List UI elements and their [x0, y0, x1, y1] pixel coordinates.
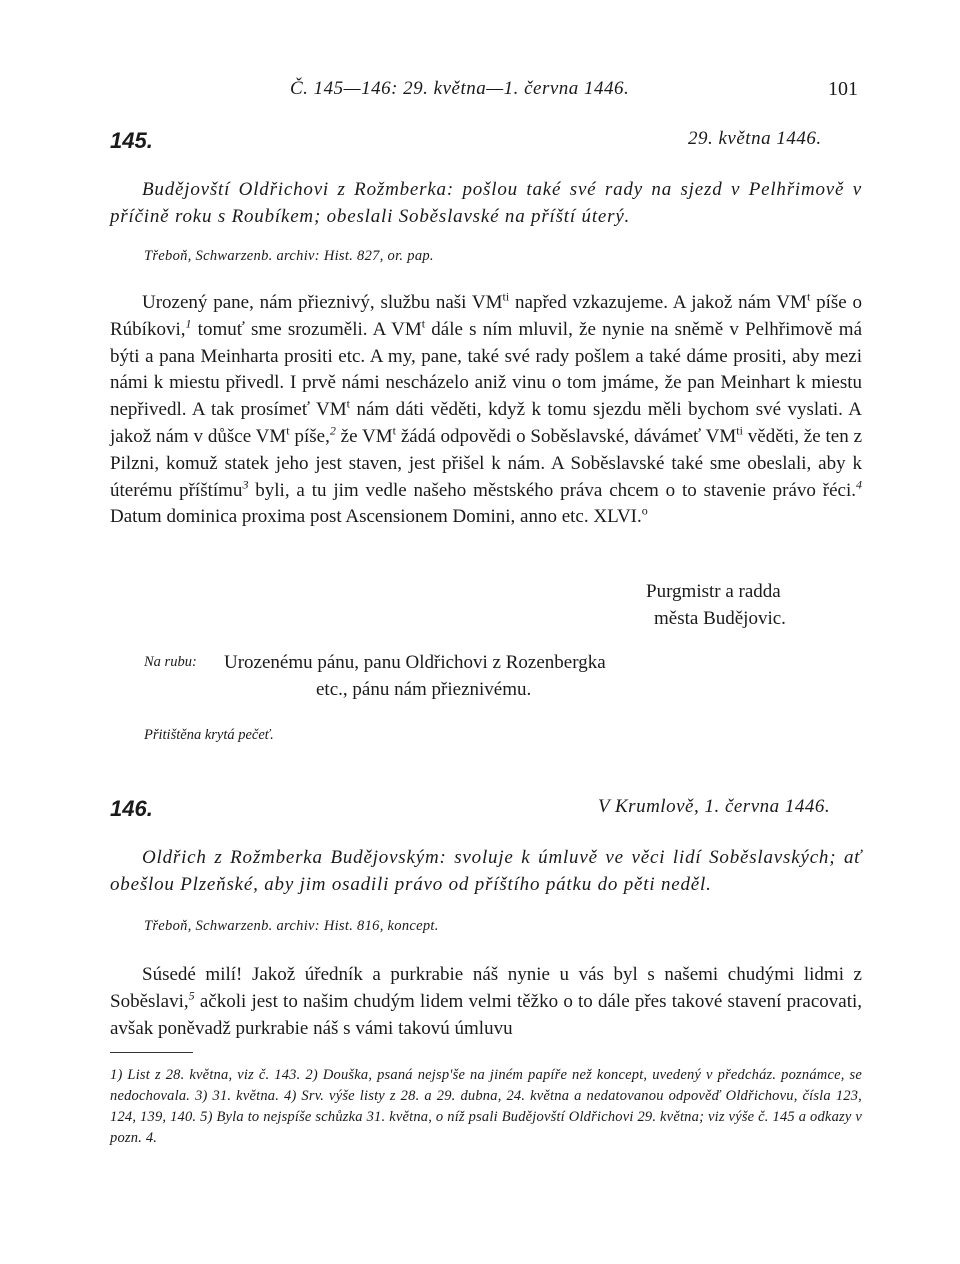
superscript: o — [641, 504, 648, 519]
superscript: t — [421, 316, 426, 331]
running-title: Č. 145—146: 29. května—1. června 1446. — [290, 78, 630, 99]
doc145-paragraph — [110, 290, 862, 531]
doc145-date: 29. května 1446. — [688, 128, 822, 149]
signature-line: Purgmistr a radda — [646, 581, 781, 602]
footnote-ref[interactable]: 1 — [185, 316, 192, 331]
text-run: ačkoli jest to našim chudým lidem velmi těžko o to dále přes takové stavení pracovati, avšak poněvadž purkrabie náš s vámi takovú úmluvu — [110, 990, 862, 1039]
superscript: t — [392, 423, 397, 438]
verso-line: Urozenému pánu, panu Oldřichovi z Rozenbergka — [224, 652, 606, 673]
text-run: píše, — [289, 425, 330, 447]
superscript: ti — [736, 423, 743, 438]
doc146-source: Třeboň, Schwarzenb. archiv: Hist. 816, koncept. — [144, 918, 439, 934]
text-run: byli, a tu jim vedle našeho městského práva chcem o to stavenie právo řéci. — [248, 479, 856, 501]
doc146-paragraph — [110, 962, 862, 1042]
page-number: 101 — [828, 78, 858, 100]
text-run: Urozený pane, nám přieznivý, službu naši VM — [142, 292, 503, 313]
seal-note: Přitištěna krytá pečeť. — [144, 727, 274, 743]
doc146-number: 146. — [110, 796, 153, 821]
doc145-body — [110, 290, 862, 531]
text-run: že VM — [335, 425, 393, 447]
footnote-divider — [110, 1052, 193, 1053]
doc146-body — [110, 962, 862, 1042]
text-run: věděti, že ten z Pilzni, komuž statek jeho jest staven, jest přišel k nám. A Soběslavské také sme obeslali, aby k úterému příštímu — [110, 425, 863, 501]
superscript: ti — [502, 289, 510, 304]
text-run: žádá odpovědi o Soběslavské, dávámeť VM — [396, 425, 737, 447]
text-run: píše o Rúbíkovi, — [110, 292, 863, 340]
text-run: Datum dominica proxima post Ascensionem Domini, anno etc. XLVI. — [110, 506, 642, 528]
footnote-ref[interactable]: 3 — [242, 477, 249, 492]
doc145-number: 145. — [110, 128, 153, 153]
verso-label: Na rubu: — [144, 654, 197, 670]
signature-line: města Budějovic. — [654, 608, 786, 629]
footnotes: 1) List z 28. května, viz č. 143. 2) Douška, psaná nejsp'še na jiném papíře než koncept, uvedený v předcház. poznámce, se nedochovala. 3) 31. května. 4) Srv. výše listy z 28. a 29. dubna, 24. května a nedatovanou odpověď Oldřichovu, čísla 123, 124, 139, 140. 5) Byla to nejspíše schůzka 31. května, o níž psali Budějovští Oldřichovi 29. května; viz výše č. 145 a odkazy v pozn. 4. — [110, 1067, 862, 1146]
superscript: t — [806, 289, 811, 304]
doc146-regest: Oldřich z Rožmberka Budějovským: svoluje k úmluvě ve věci lidí Soběslavských; ať obešlou Plzeňské, aby jim osadili právo od příštího pátku do pěti neděl. — [110, 847, 862, 895]
text-run: Súsedé milí! Jakož úředník a purkrabie náš nynie u vás byl s našemi chudými lidmi z Soběslavi, — [110, 964, 862, 1012]
doc145-regest: Budějovští Oldřichovi z Rožmberka: pošlou také své rady na sjezd v Pelhřimově v příčině roku s Roubíkem; obeslali Soběslavské na příští úterý. — [110, 179, 862, 227]
verso-address — [224, 649, 606, 703]
text-run: napřed vzkazujeme. A jakož nám VM — [509, 292, 807, 313]
superscript: t — [286, 423, 290, 438]
footnote-ref[interactable]: 5 — [188, 988, 195, 1003]
footnote-ref[interactable]: 2 — [329, 423, 336, 438]
text-run: dále s ním mluvil, že nynie na sněmě v Pelhřimově má býti a pana Meinharta prositi etc. A my, pane, také své rady pošlem a také dáme prositi, aby mezi námi k miestu přivedl. I prvě námi nescházelo aniž vinu o tom jmáme, že pan Meinhart k miestu nepřivedl. A tak prosímeť VM — [110, 318, 862, 421]
text-run: tomuť sme srozuměli. A VM — [191, 318, 422, 340]
doc146-date: V Krumlově, 1. června 1446. — [598, 796, 831, 817]
doc145-source: Třeboň, Schwarzenb. archiv: Hist. 827, or. pap. — [144, 248, 434, 264]
footnote-ref[interactable]: 4 — [856, 477, 862, 492]
verso-line: etc., pánu nám přieznivému. — [316, 679, 532, 700]
text-run: nám dáti věděti, když k tomu sjezdu měli bychom své vyslati. A jakož nám v důšce VM — [110, 399, 862, 447]
doc145-signature — [646, 578, 786, 632]
superscript: t — [346, 396, 351, 411]
